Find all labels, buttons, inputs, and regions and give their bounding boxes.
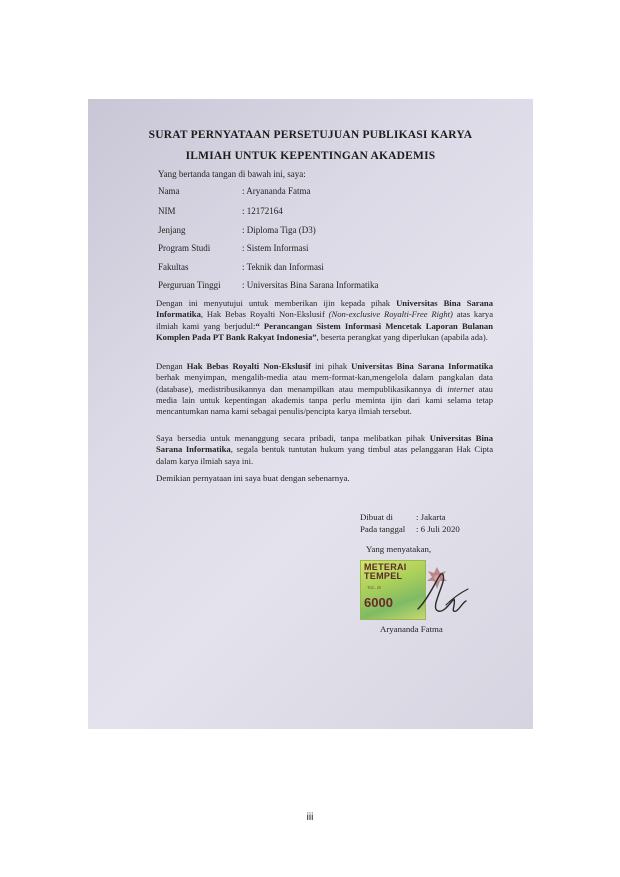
field-row-nim [158,206,283,216]
field-row-jenjang [158,225,316,235]
text-run-italic: (Non-exclusive Royalti-Free Right) [328,309,453,320]
field-label: Jenjang [158,225,186,235]
field-value: : Aryananda Fatma [242,186,311,196]
field-row-nama [158,186,310,196]
page-number: iii [306,812,314,823]
field-row-fakultas [158,262,324,272]
place-date-block [360,511,460,535]
field-value: : Sistem Informasi [242,243,309,253]
text-run: , beserta perangkat yang diperlukan (apabila ada). [316,331,488,342]
stamp-value: 6000 [364,595,393,610]
text-run-bold: Hak Bebas Royalti Non-Ekslusif [186,361,311,371]
text-run-bold: Universitas Bina Sarana Informatika [351,361,493,371]
document-title-line1: SURAT PERNYATAAN PERSETUJUAN PUBLIKASI KARYA [148,129,473,141]
thesis-title: “ Perancangan Sistem Informasi Mencetak Laporan Bulanan Komplen Pada PT Bank Rakyat Indonesia” [156,320,494,342]
field-label: Program Studi [158,243,211,253]
text-run: berhak menyimpan, mengalih-media atau mem-format-kan,mengelola dalam pangkalan data (database), medistribusikannya dan menampilkan atau mempublikasikannya di [156,372,493,394]
declarer-label: Yang menyatakan, [366,544,432,554]
place-value: : Jakarta [416,512,446,522]
text-run: Dengan ini menyutujui untuk memberikan ijin kepada pihak [156,298,397,308]
field-value: : 12172164 [242,206,283,216]
text-run-bold: Universitas Bina Sarana Informatika [156,298,493,320]
text-run: ini pihak [310,361,352,371]
paragraph-consent [156,298,493,343]
document-title-line2: ILMIAH UNTUK KEPENTINGAN AKADEMIS [185,150,436,162]
field-row-perguruan-tinggi [158,280,378,290]
handwritten-signature [410,569,472,621]
field-row-program-studi [158,243,309,253]
text-run: atas karya ilmiah kami yang berjudul: [156,309,494,331]
date-label: Pada tanggal [360,524,406,534]
text-run: , segala bentuk tuntutan hukum yang timbul atas pelanggaran Hak Cipta dalam karya ilmiah saya ini. [156,444,494,466]
stamp-serial: TGL. 20 [367,585,381,590]
paragraph-liability [156,433,493,467]
text-run-bold: Universitas Bina Sarana Informatika [156,433,493,455]
stamp-title: METERAI TEMPEL [364,562,407,581]
text-run: Dengan [156,361,187,371]
field-label: NIM [158,206,176,216]
text-run: atau media lain untuk kepentingan akademis tanpa perlu meminta ijin dari kami selama tetap mencantumkan nama kami sebagai penulis/pencipta karya ilmiah tersebut. [156,383,493,417]
field-label: Fakultas [158,262,189,272]
paragraph-rights [156,361,493,417]
document-photo [88,99,533,729]
field-value: : Teknik dan Informasi [242,262,324,272]
field-value: : Universitas Bina Sarana Informatika [242,280,379,290]
text-run: , Hak Bebas Royalti Non-Ekslusif [200,309,329,320]
signer-name: Aryananda Fatma [380,624,443,634]
intro-text: Yang bertanda tangan di bawah ini, saya: [158,169,306,179]
closing-statement: Demikian pernyataan ini saya buat dengan sebenarnya. [156,473,350,483]
field-value: : Diploma Tiga (D3) [242,225,316,235]
date-value: : 6 Juli 2020 [416,524,460,534]
text-run-italic: internet [447,383,474,394]
field-label: Nama [158,186,180,196]
field-label: Perguruan Tinggi [158,280,221,290]
place-label: Dibuat di [360,512,393,522]
text-run: Saya bersedia untuk menanggung secara pribadi, tanpa melibatkan pihak [156,433,430,443]
